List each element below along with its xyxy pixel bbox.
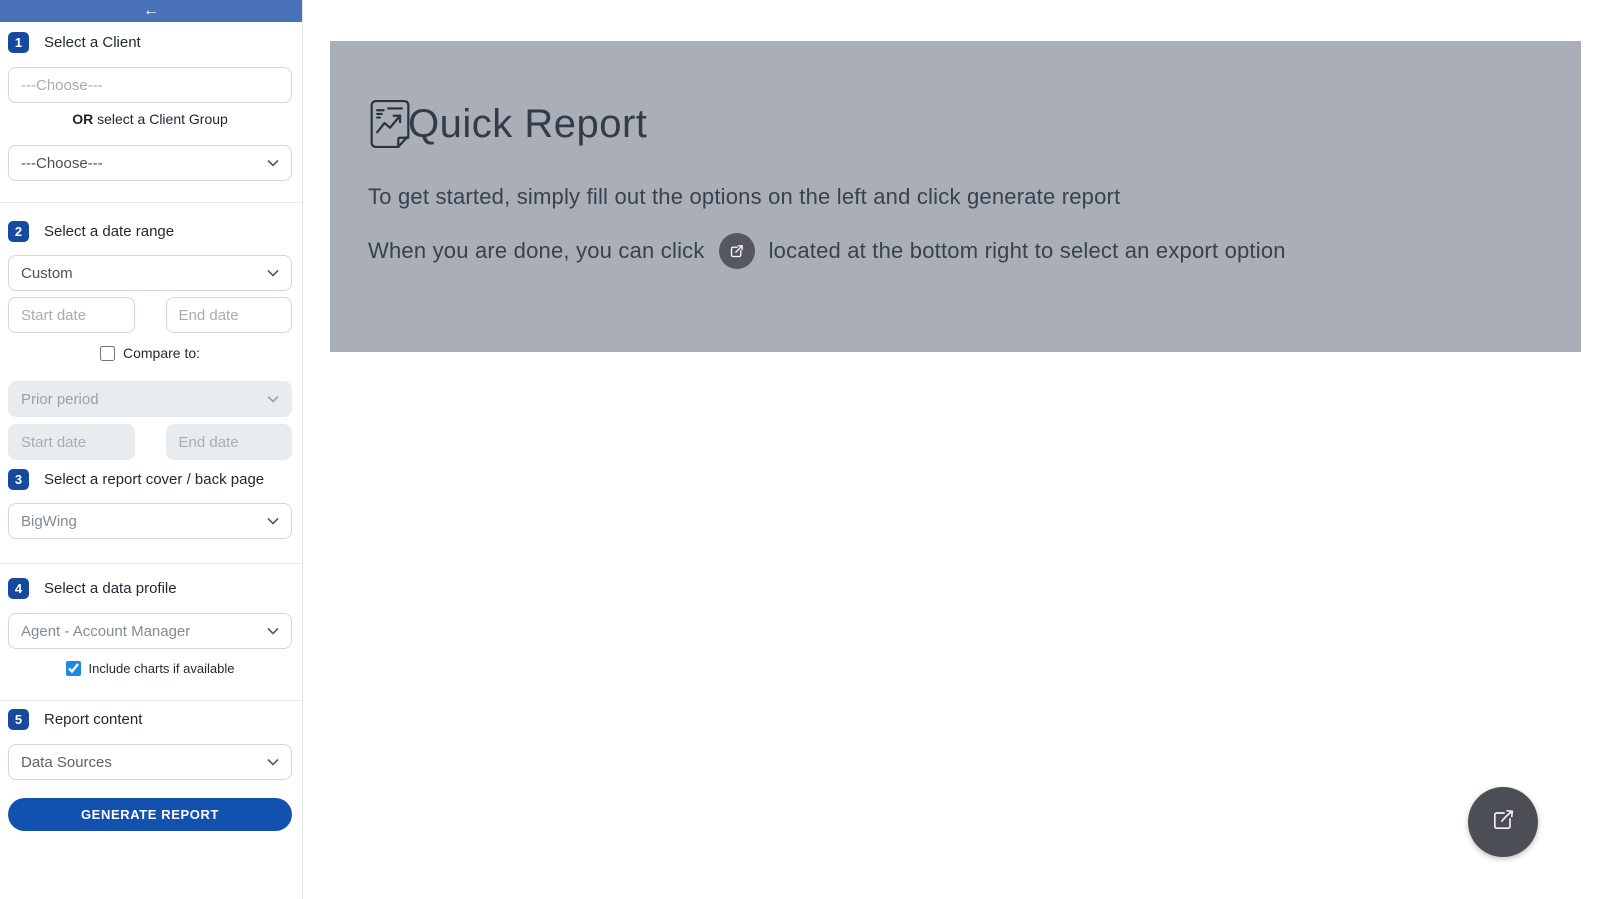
- export-icon: [1489, 806, 1517, 839]
- step-2-header: [8, 221, 292, 242]
- instruction-line-2-after: located at the bottom right to select an export option: [768, 238, 1286, 263]
- client-search-input[interactable]: [8, 67, 292, 103]
- step-5-badge: 5: [8, 709, 29, 730]
- step-2-label: Select a date range: [44, 223, 175, 240]
- page-title: Quick Report: [408, 101, 648, 146]
- instruction-line-2-before: When you are done, you can click: [368, 238, 705, 263]
- compare-end-date-input: [166, 424, 293, 460]
- step-4-label: Select a data profile: [44, 580, 177, 597]
- include-charts-label: Include charts if available: [88, 661, 235, 676]
- report-cover-select[interactable]: [8, 503, 292, 539]
- client-group-select-value: ---Choose---: [21, 154, 103, 172]
- step-4-header: [8, 578, 292, 599]
- step-5-label: Report content: [44, 711, 143, 728]
- or-client-group-text: [8, 111, 292, 127]
- step-1-header: [8, 32, 292, 53]
- data-profile-select[interactable]: [8, 613, 292, 649]
- or-label: OR: [72, 111, 94, 127]
- chevron-down-icon: [267, 517, 279, 525]
- compare-period-select-value: Prior period: [21, 390, 99, 408]
- step-3-header: [8, 469, 292, 490]
- compare-to-checkbox[interactable]: [100, 346, 115, 361]
- chevron-down-icon: [267, 395, 279, 403]
- step-2-badge: 2: [8, 221, 29, 242]
- report-cover-select-value: BigWing: [21, 512, 77, 530]
- step-5-header: [8, 709, 292, 730]
- instruction-line-2: [368, 233, 1551, 269]
- compare-start-date-input: [8, 424, 135, 460]
- section-divider: [0, 202, 302, 203]
- export-icon: [719, 233, 755, 269]
- step-3-label: Select a report cover / back page: [44, 471, 265, 488]
- step-3-badge: 3: [8, 469, 29, 490]
- end-date-input[interactable]: [166, 297, 293, 333]
- compare-to-label: Compare to:: [122, 345, 201, 361]
- step-1-label: Select a Client: [44, 34, 141, 51]
- date-range-select-value: Custom: [21, 264, 73, 282]
- chevron-down-icon: [267, 627, 279, 635]
- data-profile-select-value: Agent - Account Manager: [21, 622, 191, 640]
- step-4-badge: 4: [8, 578, 29, 599]
- compare-period-select: [8, 381, 292, 417]
- section-divider: [0, 563, 302, 564]
- collapse-sidebar-arrow-icon[interactable]: ←: [143, 2, 159, 19]
- report-options-sidebar: [0, 0, 303, 899]
- chevron-down-icon: [267, 159, 279, 167]
- main-area: [303, 0, 1600, 899]
- report-content-select-value: Data Sources: [21, 753, 112, 771]
- start-date-input[interactable]: [8, 297, 135, 333]
- instruction-line-1: To get started, simply fill out the options on the left and click generate report: [368, 184, 1121, 209]
- chevron-down-icon: [267, 269, 279, 277]
- chevron-down-icon: [267, 758, 279, 766]
- generate-report-button[interactable]: GENERATE REPORT: [8, 798, 292, 831]
- include-charts-checkbox[interactable]: [66, 661, 81, 676]
- or-rest-label: select a Client Group: [93, 111, 228, 127]
- export-options-button[interactable]: [1468, 787, 1538, 857]
- quick-report-panel: [330, 41, 1581, 352]
- sidebar-topbar: [0, 0, 302, 22]
- date-range-select[interactable]: [8, 255, 292, 291]
- report-content-select[interactable]: [8, 744, 292, 780]
- section-divider: [0, 700, 302, 701]
- report-document-icon: [368, 98, 412, 150]
- step-1-badge: 1: [8, 32, 29, 53]
- client-group-select[interactable]: [8, 145, 292, 181]
